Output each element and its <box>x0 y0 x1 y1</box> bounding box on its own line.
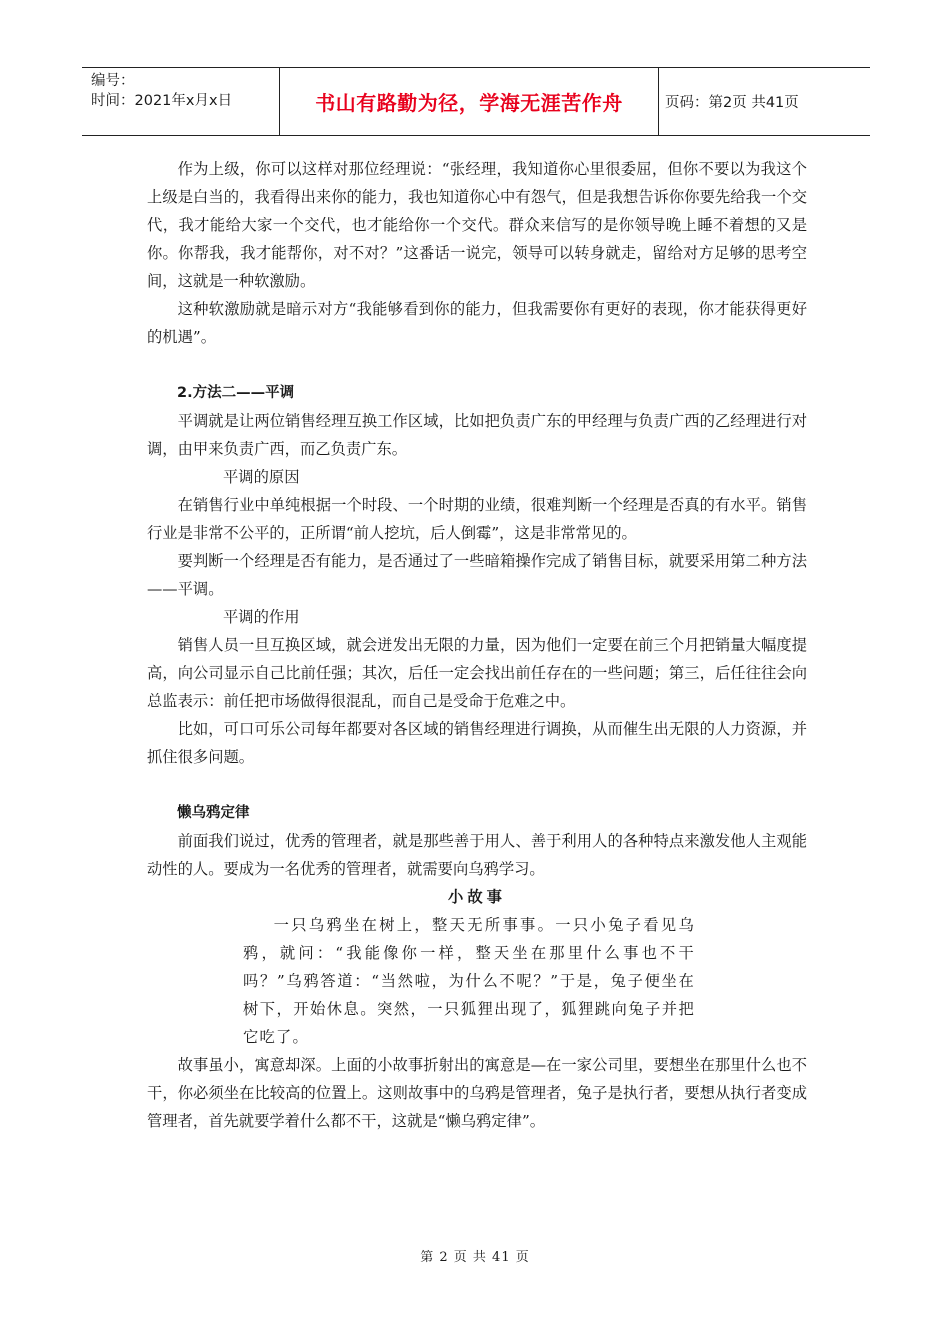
doc-number-label: 编号： <box>91 73 135 89</box>
paragraph: 销售人员一旦互换区域，就会迸发出无限的力量，因为他们一定要在前三个月把销量大幅度提高，向公司显示自己比前任强；其次，后任一定会找出前任存在的一些问题；第三，后任往往会向总监表示：前任把市场做得很混乱，而自己是受命于危难之中。 <box>147 636 807 710</box>
date-label: 时间：2021年x月x日 <box>91 93 233 109</box>
header-page-info: 页码：第2页 共41页 <box>665 95 799 111</box>
paragraph: 前面我们说过，优秀的管理者，就是那些善于用人、善于利用人的各种特点来激发他人主观能动性的人。要成为一名优秀的管理者，就需要向乌鸦学习。 <box>147 832 807 878</box>
spacer <box>147 351 807 379</box>
paragraph: 作为上级，你可以这样对那位经理说：“张经理，我知道你心里很委屈，但你不要以为我这个上级是白当的，我看得出来你的能力，我也知道你心中有怨气，但是我想告诉你你要先给我一个交代，我才能给大家一个交代，也才能给你一个交代。群众来信写的是你领导晚上睡不着想的又是你。你帮我，我才能帮你，对不对？”这番话一说完，领导可以转身就走，留给对方足够的思考空间，这就是一种软激励。 <box>147 160 807 290</box>
paragraph: 比如，可口可乐公司每年都要对各区域的销售经理进行调换，从而催生出无限的人力资源，并抓住很多问题。 <box>147 720 807 766</box>
paragraph: 要判断一个经理是否有能力，是否通过了一些暗箱操作完成了销售目标，就要采用第二种方法——平调。 <box>147 552 807 598</box>
document-body <box>147 155 807 1135</box>
page-footer: 第 2 页 共 41 页 <box>420 1250 530 1265</box>
subheading: 平调的原因 <box>223 468 300 486</box>
paragraph: 这种软激励就是暗示对方“我能够看到你的能力，但我需要你有更好的表现，你才能获得更好的机遇”。 <box>147 300 807 346</box>
header-motto: 书山有路勤为径，学海无涯苦作舟 <box>280 68 659 135</box>
section-heading: 懒乌鸦定律 <box>177 805 250 821</box>
story-title: 小故事 <box>448 888 506 906</box>
paragraph: 在销售行业中单纯根据一个时段、一个时期的业绩，很难判断一个经理是否真的有水平。销售行业是非常不公平的，正所谓“前人挖坑，后人倒霉”，这是非常常见的。 <box>147 496 807 542</box>
spacer <box>147 771 807 799</box>
header-meta <box>82 68 280 135</box>
page-header <box>82 67 870 136</box>
subheading: 平调的作用 <box>223 608 300 626</box>
section-heading: 2.方法二——平调 <box>177 385 295 401</box>
story-text: 一只乌鸦坐在树上，整天无所事事。一只小兔子看见乌鸦，就问：“我能像你一样，整天坐在那里什么事也不干吗？”乌鸦答道：“当然啦，为什么不呢？”于是，兔子便坐在树下，开始休息。突然，一只狐狸出现了，狐狸跳向兔子并把它吃了。 <box>243 916 695 1046</box>
paragraph: 平调就是让两位销售经理互换工作区域，比如把负责广东的甲经理与负责广西的乙经理进行对调，由甲来负责广西，而乙负责广东。 <box>147 412 807 458</box>
paragraph: 故事虽小，寓意却深。上面的小故事折射出的寓意是—在一家公司里，要想坐在那里什么也不干，你必须坐在比较高的位置上。这则故事中的乌鸦是管理者，兔子是执行者，要想从执行者变成管理者，首先就要学着什么都不干，这就是“懒乌鸦定律”。 <box>147 1056 807 1130</box>
